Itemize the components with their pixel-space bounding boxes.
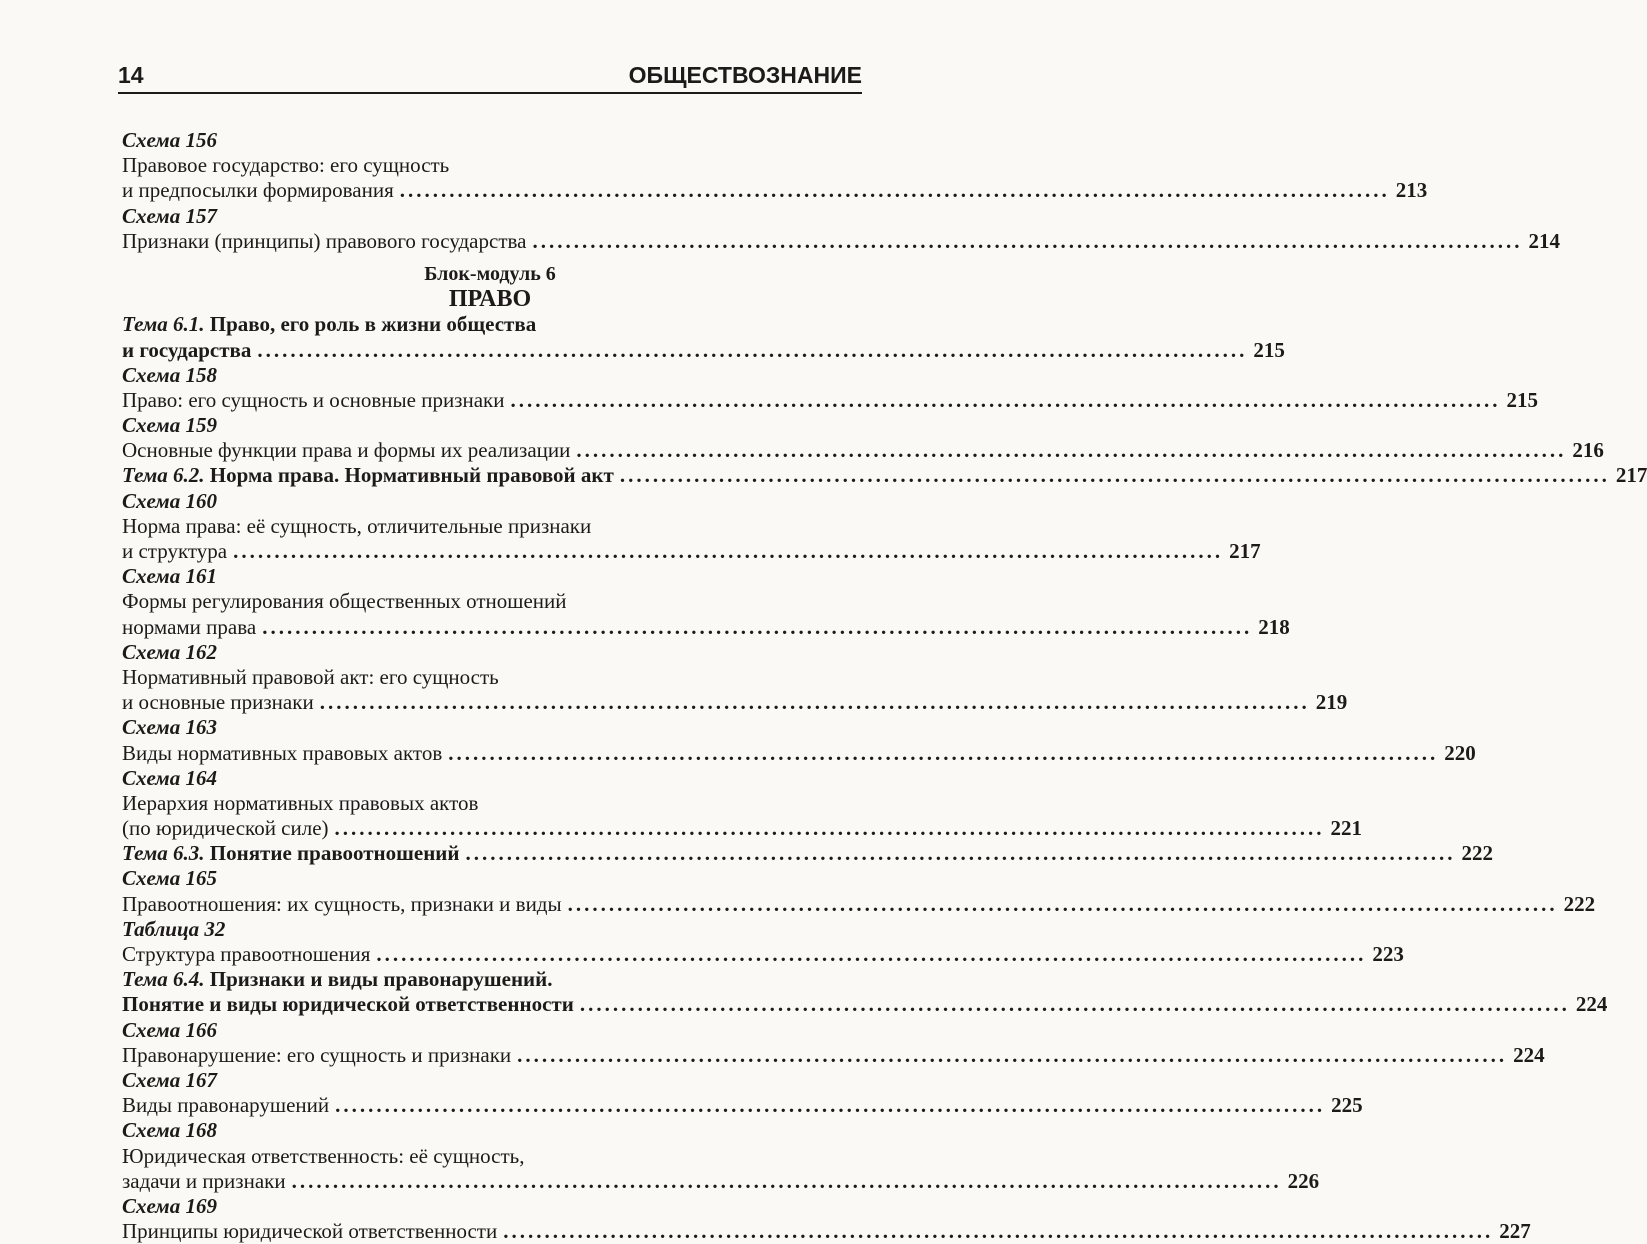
theme-line — [122, 992, 1608, 1017]
dot-leader: ........................................................................................................................ — [233, 539, 1224, 563]
entry-text — [122, 178, 394, 202]
entry-text — [122, 690, 314, 714]
dot-leader: ........................................................................................................................ — [291, 1168, 1282, 1193]
item-label: Схема 166 — [122, 1017, 217, 1042]
entry-text — [122, 967, 553, 991]
entry-text — [122, 438, 570, 462]
toc-line — [122, 1042, 1545, 1067]
page-ref: 215 — [1253, 337, 1285, 362]
entry-title: и основные признаки — [122, 690, 314, 715]
entry-text — [122, 816, 329, 840]
item-label-line — [122, 1068, 858, 1092]
entry-text — [122, 615, 256, 639]
entry-text — [122, 665, 499, 689]
toc-line — [122, 891, 1596, 916]
entry-title: Виды нормативных правовых актов — [122, 740, 443, 765]
item-label-line — [122, 766, 858, 790]
page-ref: 222 — [1563, 891, 1596, 916]
item-label: Схема 169 — [122, 1193, 217, 1218]
page-ref: 220 — [1444, 740, 1476, 765]
theme-label: Тема 6.2. — [122, 463, 205, 488]
theme-line — [122, 967, 858, 991]
dot-leader: ........................................................................................................................ — [510, 387, 1501, 412]
theme-line — [122, 337, 1285, 362]
theme-label: Тема 6.4. — [122, 967, 205, 992]
dot-leader: ........................................................................................................................ — [376, 942, 1367, 966]
entry-title: и предпосылки формирования — [122, 178, 394, 203]
entry-title: Норма права. Нормативный правовой акт — [204, 463, 614, 488]
page-ref: 227 — [1499, 1219, 1531, 1244]
dot-leader: ........................................................................................................................ — [262, 614, 1253, 639]
dot-leader: ........................................................................................................................ — [334, 816, 1325, 841]
item-label-line — [122, 715, 858, 739]
dot-leader: ........................................................................................................................ — [319, 690, 1310, 715]
dot-leader: ........................................................................................................................ — [619, 463, 1610, 488]
entry-title: Правоотношения: их сущность, признаки и виды — [122, 891, 562, 916]
entry-text — [122, 1144, 525, 1168]
dot-leader: ........................................................................................................................ — [532, 228, 1523, 253]
theme-label: Тема 6.1. — [122, 312, 205, 337]
entry-text — [122, 892, 562, 916]
entry-text — [122, 388, 504, 412]
dot-leader: ........................................................................................................................ — [503, 1219, 1494, 1244]
entry-text — [122, 589, 567, 613]
dot-leader: ........................................................................................................................ — [257, 337, 1248, 362]
item-label-line — [122, 413, 858, 437]
toc-line — [122, 514, 858, 538]
item-label-line — [122, 564, 858, 588]
entry-title: Правонарушение: его сущность и признаки — [122, 1042, 512, 1067]
entry-text — [122, 338, 251, 362]
item-label: Схема 168 — [122, 1118, 217, 1143]
entry-title: Виды правонарушений — [122, 1093, 330, 1118]
entry-text — [122, 1093, 329, 1117]
dot-leader: ........................................................................................................................ — [567, 891, 1558, 916]
page-ref: 224 — [1575, 992, 1608, 1017]
entry-title: и государства — [122, 337, 252, 362]
page-ref: 226 — [1287, 1168, 1320, 1193]
page-ref: 221 — [1330, 816, 1363, 841]
toc-line — [122, 1093, 1363, 1118]
dot-leader: ........................................................................................................................ — [579, 992, 1570, 1017]
item-label: Схема 156 — [122, 128, 217, 152]
section-gap — [122, 254, 858, 262]
entry-title: Юридическая ответственность: её сущность, — [122, 1143, 525, 1168]
theme-line — [122, 463, 1647, 488]
entry-title: Основные функции права и формы их реализации — [122, 438, 571, 463]
entry-text — [122, 153, 449, 177]
entry-text — [122, 1219, 497, 1243]
entry-title: задачи и признаки — [122, 1168, 286, 1193]
entry-text — [122, 942, 370, 966]
entry-text — [122, 992, 574, 1016]
entry-text — [122, 539, 227, 563]
table-of-contents — [122, 128, 1647, 1244]
toc-line — [122, 539, 1261, 563]
entry-title: Принципы юридической ответственности — [122, 1219, 498, 1244]
theme-line — [122, 312, 858, 336]
toc-line — [122, 942, 1404, 966]
toc-line — [122, 1168, 1320, 1193]
block-title: ПРАВО — [448, 286, 532, 313]
item-label: Схема 158 — [122, 362, 217, 387]
entry-title: Правовое государство: его сущность — [122, 153, 450, 178]
entry-text — [122, 741, 442, 765]
block-heading-row — [122, 262, 858, 286]
toc-line — [122, 153, 858, 177]
item-label: Схема 161 — [122, 564, 217, 589]
dot-leader: ........................................................................................................................ — [399, 178, 1390, 203]
entry-title: Признаки и виды правонарушений. — [204, 967, 553, 992]
item-label-line — [122, 363, 858, 387]
page-ref: 225 — [1331, 1093, 1363, 1118]
toc-line — [122, 589, 858, 613]
book-title: ОБЩЕСТВОЗНАНИЕ — [628, 62, 862, 88]
entry-title: Формы регулирования общественных отношений — [122, 589, 567, 614]
entry-text — [122, 841, 460, 865]
item-label: Схема 159 — [122, 413, 217, 438]
entry-title: и структура — [122, 539, 228, 563]
item-label-line — [122, 1018, 858, 1042]
item-label: Схема 164 — [122, 765, 217, 790]
entry-text — [122, 1169, 286, 1193]
toc-line — [122, 791, 858, 815]
page-ref: 223 — [1372, 942, 1404, 966]
toc-line — [122, 614, 1290, 639]
page-ref: 217 — [1229, 539, 1261, 563]
entry-title: Иерархия нормативных правовых актов — [122, 790, 479, 815]
toc-line — [122, 816, 1363, 841]
page-ref: 217 — [1615, 463, 1647, 488]
page-ref: 222 — [1461, 841, 1494, 866]
toc-line — [122, 1219, 1531, 1244]
item-label: Схема 163 — [122, 715, 217, 740]
toc-line — [122, 1144, 858, 1168]
theme-label: Тема 6.3. — [122, 841, 205, 866]
entry-text — [122, 791, 478, 815]
page-ref: 215 — [1506, 387, 1538, 412]
entry-title: Понятие правоотношений — [204, 841, 460, 866]
entry-title: Структура правоотношения — [122, 942, 371, 966]
page-ref: 214 — [1528, 228, 1560, 253]
entry-text — [122, 229, 526, 253]
item-label-line — [122, 917, 858, 941]
toc-line — [122, 178, 1428, 203]
dot-leader: ........................................................................................................................ — [517, 1042, 1508, 1067]
item-label-line — [122, 489, 858, 513]
item-label: Схема 165 — [122, 866, 217, 891]
entry-title: Признаки (принципы) правового государства — [122, 228, 527, 253]
theme-line — [122, 841, 1494, 866]
item-label: Схема 160 — [122, 488, 217, 513]
toc-line — [122, 690, 1348, 715]
entry-title: (по юридической силе) — [122, 816, 329, 841]
page-number: 14 — [118, 62, 144, 88]
entry-title: Понятие и виды юридической ответственности — [122, 992, 574, 1017]
item-label-line — [122, 204, 858, 228]
entry-title: Право: его сущность и основные признаки — [122, 387, 505, 412]
item-label-line — [122, 1118, 858, 1142]
dot-leader: ........................................................................................................................ — [576, 438, 1567, 463]
dot-leader: ........................................................................................................................ — [465, 841, 1456, 866]
toc-line — [122, 387, 1538, 412]
page-header — [118, 58, 862, 94]
block-name: Блок-модуль 6 — [424, 262, 556, 285]
item-label-line — [122, 128, 858, 152]
page-ref: 219 — [1315, 690, 1348, 715]
dot-leader: ........................................................................................................................ — [448, 740, 1439, 765]
dot-leader: ........................................................................................................................ — [335, 1093, 1326, 1118]
page-ref: 213 — [1395, 178, 1428, 203]
page-ref: 218 — [1258, 614, 1290, 639]
toc-line — [122, 740, 1476, 765]
toc-line — [122, 228, 1560, 253]
entry-title: Норма права: её сущность, отличительные признаки — [122, 513, 592, 538]
entry-text — [122, 514, 591, 538]
item-label-line — [122, 640, 858, 664]
item-label: Таблица 32 — [122, 916, 226, 941]
entry-text — [122, 1043, 511, 1067]
item-label: Схема 167 — [122, 1067, 217, 1092]
entry-title: нормами права — [122, 614, 257, 639]
block-title-row — [122, 287, 858, 311]
entry-title: Право, его роль в жизни общества — [204, 312, 537, 337]
page-ref: 216 — [1572, 438, 1604, 463]
item-label: Схема 162 — [122, 639, 217, 664]
toc-line — [122, 438, 1604, 463]
entry-title: Нормативный правовой акт: его сущность — [122, 664, 499, 689]
page-ref: 224 — [1513, 1042, 1545, 1067]
entry-text — [122, 312, 536, 336]
toc-line — [122, 665, 858, 689]
entry-text — [122, 463, 614, 487]
item-label-line — [122, 1194, 858, 1218]
item-label: Схема 157 — [122, 203, 217, 228]
item-label-line — [122, 866, 858, 890]
